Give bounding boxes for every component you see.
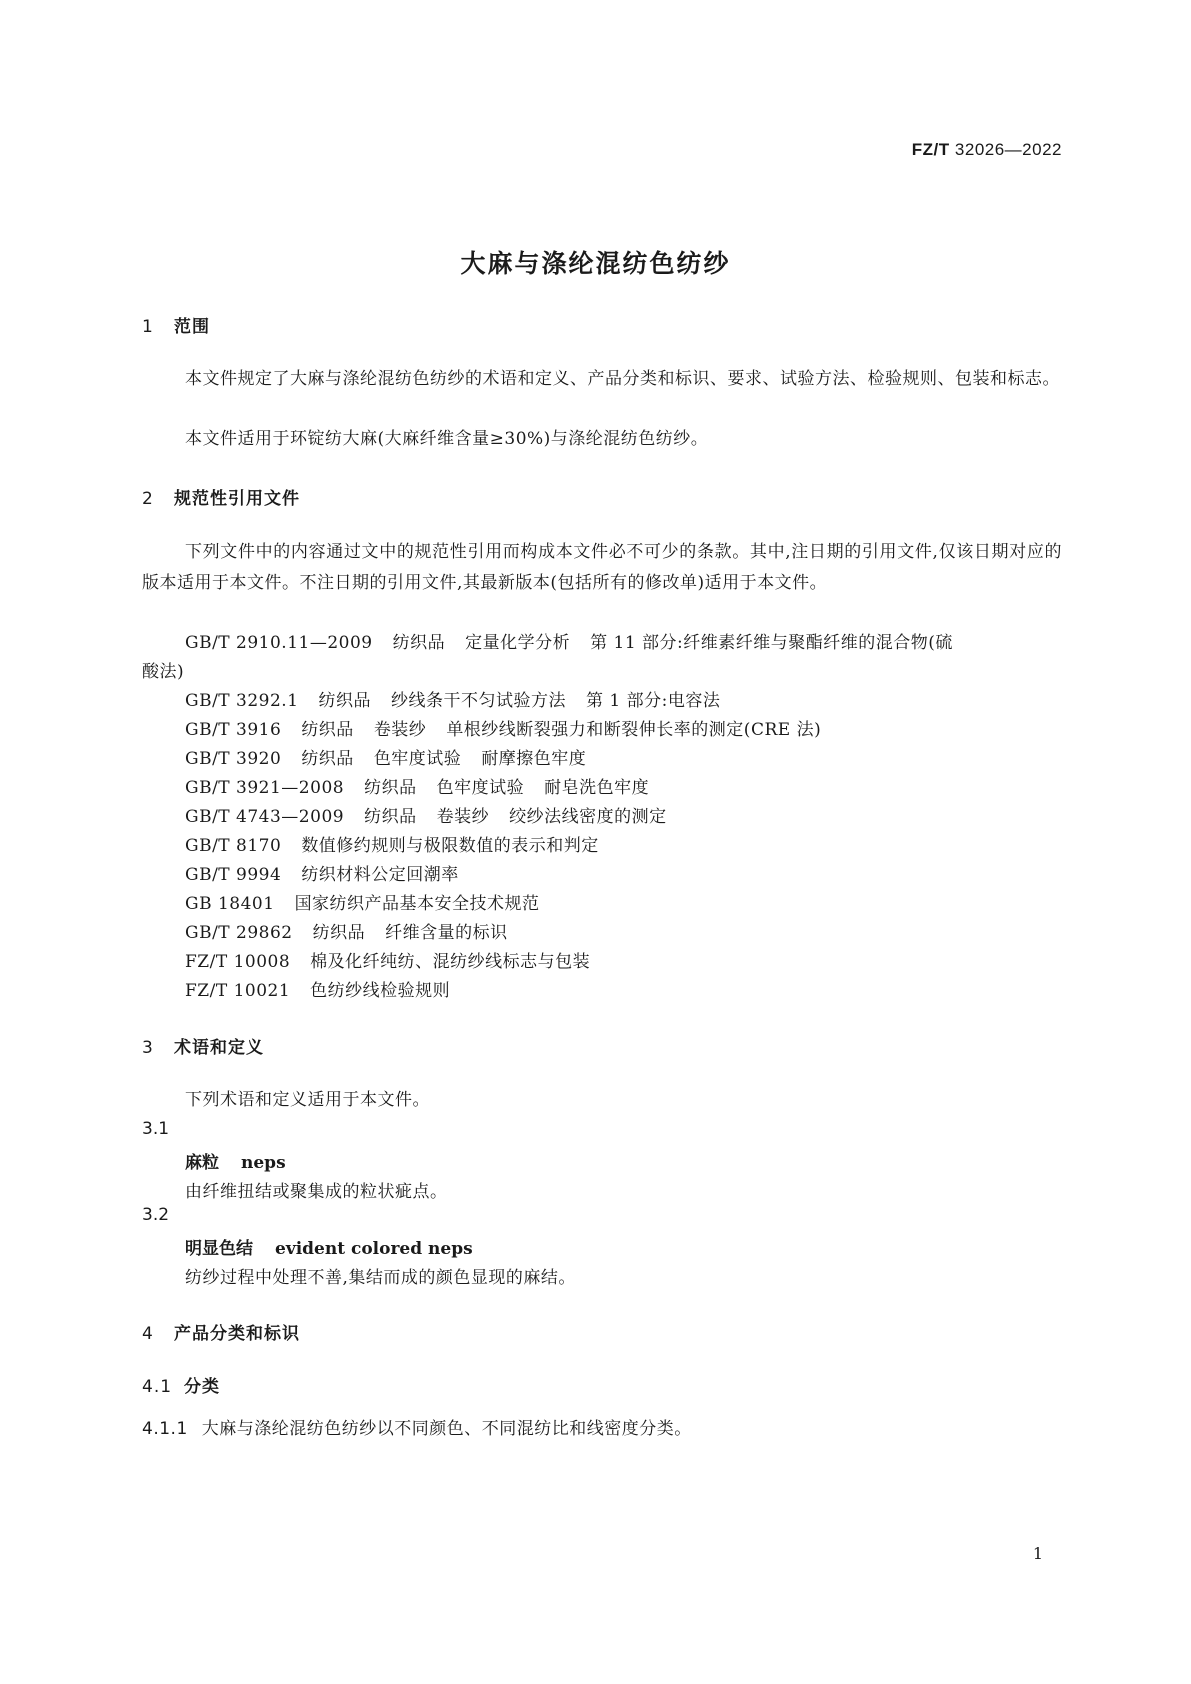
reference-title-part: 色牢度试验 <box>373 749 462 769</box>
section-number: 4 <box>142 1324 154 1344</box>
reference-title-part: 定量化学分析 <box>465 633 571 653</box>
reference-title-part: 纺织品 <box>301 749 354 769</box>
subsection-heading-classification <box>142 1372 220 1397</box>
section-title: 范围 <box>174 317 210 337</box>
reference-code: GB 18401 <box>185 894 275 914</box>
reference-title-part: 色牢度试验 <box>436 778 525 798</box>
clause-number: 4.1.1 <box>142 1419 188 1439</box>
reference-title-part: 第 1 部分:电容法 <box>586 691 721 711</box>
reference-title-part: 棉及化纤纯纺、混纺纱线标志与包装 <box>310 952 591 972</box>
section-heading-terms <box>142 1033 264 1058</box>
reference-code: GB/T 3921—2008 <box>185 778 345 798</box>
reference-code: GB/T 3292.1 <box>185 691 299 711</box>
subsection-title: 分类 <box>184 1377 220 1397</box>
standard-code-number: 32026—2022 <box>954 140 1062 159</box>
reference-title-part: 第 11 部分:纤维素纤维与聚酯纤维的混合物(硫 <box>590 633 953 653</box>
reference-code: FZ/T 10021 <box>185 981 291 1001</box>
reference-code: GB/T 4743—2009 <box>185 807 345 827</box>
subsection-number: 4.1 <box>142 1377 173 1397</box>
reference-title-part: 色纺纱线检验规则 <box>310 981 451 1001</box>
reference-item <box>185 860 459 885</box>
reference-item <box>185 889 540 914</box>
terms-intro: 下列术语和定义适用于本文件。 <box>185 1090 430 1110</box>
section-heading-classification <box>142 1319 300 1344</box>
term-english: evident colored neps <box>275 1239 473 1259</box>
reference-item-continuation: 酸法) <box>142 662 185 682</box>
section-number: 3 <box>142 1038 154 1058</box>
standard-code <box>912 140 1062 160</box>
reference-title-part: 单根纱线断裂强力和断裂伸长率的测定(CRE 法) <box>446 720 822 740</box>
reference-title-part: 纺织品 <box>312 923 366 943</box>
reference-code: GB/T 29862 <box>185 923 293 943</box>
term-heading <box>185 1148 286 1173</box>
term-english: neps <box>241 1153 286 1173</box>
reference-code: GB/T 2910.11—2009 <box>185 633 373 653</box>
reference-code: FZ/T 10008 <box>185 952 291 972</box>
references-intro: 下列文件中的内容通过文中的规范性引用而构成本文件必不可少的条款。其中,注日期的引用文件,仅该日期对应的版本适用于本文件。不注日期的引用文件,其最新版本(包括所有的修改单)适用于本文件。 <box>142 542 1062 593</box>
term-chinese: 麻粒 <box>185 1153 219 1173</box>
section-number: 2 <box>142 489 154 509</box>
section-number: 1 <box>142 317 154 337</box>
term-definition: 由纤维扭结或聚集成的粒状疵点。 <box>185 1182 448 1202</box>
clause-4-1-1 <box>142 1414 692 1439</box>
reference-code: GB/T 3920 <box>185 749 282 769</box>
reference-item <box>185 686 720 711</box>
scope-paragraph-2: 本文件适用于环锭纺大麻(大麻纤维含量≥30%)与涤纶混纺色纺纱。 <box>185 429 709 449</box>
reference-item <box>185 802 667 827</box>
reference-item <box>185 744 586 769</box>
reference-title-part: 纺织品 <box>364 807 417 827</box>
term-heading <box>185 1234 473 1259</box>
reference-item <box>185 715 821 740</box>
reference-code: GB/T 9994 <box>185 865 282 885</box>
reference-title-part: 纺织品 <box>364 778 417 798</box>
section-title: 术语和定义 <box>174 1038 264 1058</box>
standard-code-prefix: FZ/T <box>911 140 950 159</box>
scope-paragraph-1: 本文件规定了大麻与涤纶混纺色纺纱的术语和定义、产品分类和标识、要求、试验方法、检验规则、包装和标志。 <box>185 369 1060 389</box>
term-number: 3.1 <box>142 1119 170 1139</box>
section-heading-references <box>142 484 300 509</box>
reference-code: GB/T 3916 <box>185 720 282 740</box>
reference-title-part: 纺织品 <box>301 720 354 740</box>
clause-text: 大麻与涤纶混纺色纺纱以不同颜色、不同混纺比和线密度分类。 <box>201 1419 692 1439</box>
term-definition: 纺纱过程中处理不善,集结而成的颜色显现的麻结。 <box>185 1268 576 1288</box>
reference-title-part: 纺织品 <box>392 633 446 653</box>
section-heading-scope <box>142 312 210 337</box>
reference-item <box>185 947 590 972</box>
reference-item <box>185 628 953 653</box>
reference-item <box>185 773 649 798</box>
reference-title-part: 绞纱法线密度的测定 <box>509 807 667 827</box>
document-title: 大麻与涤纶混纺色纺纱 <box>460 249 731 278</box>
reference-title-part: 耐摩擦色牢度 <box>481 749 587 769</box>
reference-title-part: 数值修约规则与极限数值的表示和判定 <box>301 836 599 856</box>
reference-title-part: 纺织材料公定回潮率 <box>301 865 459 885</box>
reference-title-part: 卷装纱 <box>373 720 427 740</box>
term-chinese: 明显色结 <box>185 1239 253 1259</box>
section-title: 产品分类和标识 <box>174 1324 300 1344</box>
section-title: 规范性引用文件 <box>174 489 300 509</box>
reference-title-part: 纺织品 <box>318 691 372 711</box>
term-number: 3.2 <box>142 1205 170 1225</box>
reference-title-part: 纱线条干不匀试验方法 <box>391 691 567 711</box>
reference-item <box>185 976 450 1001</box>
reference-item <box>185 831 599 856</box>
reference-item <box>185 918 508 943</box>
reference-title-part: 纤维含量的标识 <box>385 923 508 943</box>
page-number: 1 <box>1032 1544 1043 1563</box>
reference-title-part: 卷装纱 <box>436 807 490 827</box>
reference-code: GB/T 8170 <box>185 836 282 856</box>
reference-title-part: 国家纺织产品基本安全技术规范 <box>294 894 540 914</box>
reference-title-part: 耐皂洗色牢度 <box>544 778 650 798</box>
